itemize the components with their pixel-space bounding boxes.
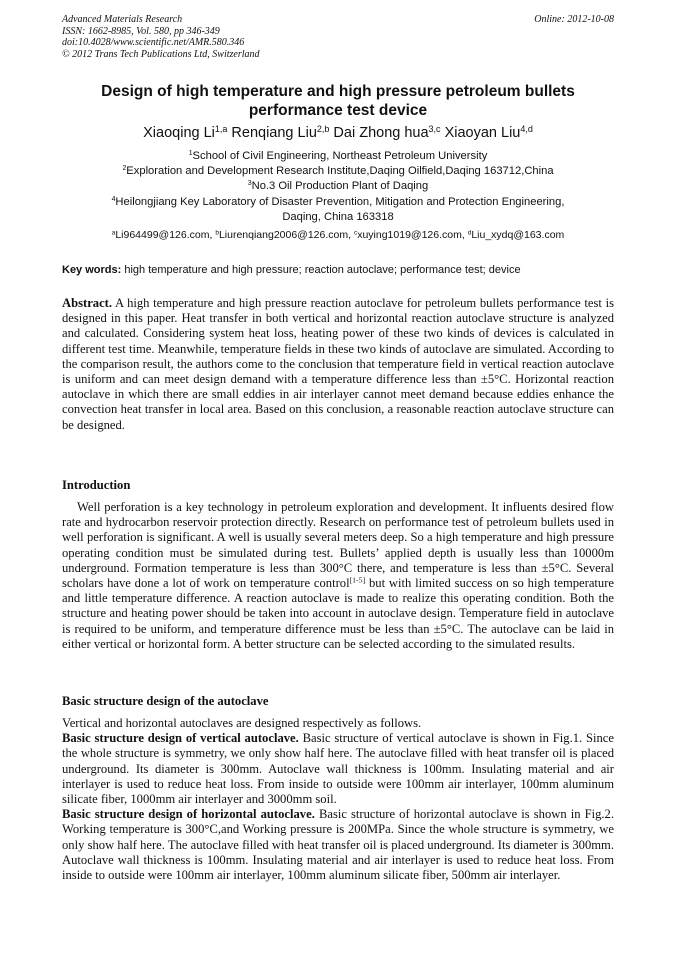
vertical-text: Basic structure of vertical autoclave is shown in Fig.1. Since the whole structure is symmetry, we only show half here. The autoclave filled with heat transfer oil is placed underground. Its diameter is 300mm. Autoclave wall thickness is 100mm. Insulating material and air interlayer is used to reduce heat loss. From inside to outside were 100mm air interlayer, 100mm aluminum silicate fiber, 1000mm air interlayer and 3000mm soil. — [62, 731, 614, 807]
paper-title — [62, 82, 614, 120]
author-name: Xiaoqing Li — [143, 125, 215, 141]
affiliation-text: School of Civil Engineering, Northeast Petroleum University — [192, 150, 488, 162]
horizontal-label: Basic structure design of horizontal autoclave. — [62, 807, 315, 822]
structure-intro: Vertical and horizontal autoclaves are designed respectively as follows. — [62, 716, 422, 730]
introduction-paragraph — [62, 500, 614, 652]
affiliation-text: Exploration and Development Research Institute,Daqing Oilfield,Daqing 163712,China — [126, 165, 554, 178]
abstract — [62, 296, 614, 433]
citation: [1-5] — [349, 575, 366, 585]
abstract-label: Abstract. — [62, 296, 113, 310]
intro-text-part-1: Well perforation is a key technology in petroleum exploration and development. It influents desired flow rate and hydrocarbon reservoir protection directly. Research on performance test of petroleum bullets used in well perforation is significant. A well is usually several meters deep. So a high temperature and high pressure operating condition must be simulated during test. Bullets’ applied depth is usually less than 10000m underground. Formation temperature is less than 300°C there, and temperature is less than ±5°C. Several scholars have done a lot of work on temperature control — [62, 500, 614, 591]
vertical-paragraph — [62, 731, 614, 807]
keywords-text: high temperature and high pressure; reaction autoclave; performance test; device — [121, 264, 521, 276]
affiliation-text: Heilongjiang Key Laboratory of Disaster Prevention, Mitigation and Protection Engineering, — [115, 195, 565, 208]
author-name: Dai Zhong hua — [333, 125, 429, 141]
basic-structure-section — [62, 716, 614, 883]
section-heading-introduction: Introduction — [62, 478, 131, 492]
affiliation-sup: 4 — [111, 195, 116, 203]
online-date: Online: 2012-10-08 — [534, 14, 614, 25]
affiliation-list — [62, 149, 614, 225]
title-line-2: performance test device — [248, 102, 428, 119]
affiliation-sup: 3 — [247, 180, 252, 188]
intro-text-part-2: but with limited success on so high temperature and little temperature difference. A reaction autoclave is made to realize this operating condition. Both the structure and heating power should be taken into account in autoclave design. Temperature field in autoclave is required to be uniform, and temperature difference must be less than ±5°C. The autoclave can be laid in either vertical or horizontal form. A better structure can be selected according to the simulated results. — [62, 576, 614, 651]
email: Liurenqiang2006@126.com, — [218, 229, 352, 241]
affiliation — [62, 149, 614, 164]
email-sup: d — [467, 229, 472, 237]
affiliation — [62, 195, 614, 210]
affiliation-sup: 1 — [188, 150, 193, 158]
author-sup: 2,b — [316, 124, 330, 135]
journal-header — [62, 14, 260, 60]
keywords-label: Key words: — [62, 264, 122, 276]
email: Li964499@126.com, — [115, 229, 213, 241]
author-sup: 3,c — [428, 124, 441, 135]
affiliation-text: No.3 Oil Production Plant of Daqing — [251, 180, 429, 193]
email: xuying1019@126.com, — [357, 229, 465, 241]
email-sup: c — [353, 229, 358, 237]
author-list — [62, 124, 614, 142]
horizontal-paragraph — [62, 807, 614, 883]
journal-name: Advanced Materials Research — [62, 14, 183, 25]
copyright-line: © 2012 Trans Tech Publications Ltd, Switzerland — [62, 48, 260, 60]
author-name: Xiaoyan Liu — [444, 125, 521, 141]
keywords — [62, 263, 614, 277]
affiliation-sup: 2 — [122, 165, 127, 173]
author-sup: 4,d — [520, 124, 533, 135]
affiliation — [62, 179, 614, 194]
author-sup: 1,a — [214, 124, 228, 135]
affiliation — [62, 164, 614, 179]
email-sup: a — [111, 229, 116, 237]
vertical-label: Basic structure design of vertical autoclave. — [62, 731, 299, 746]
issn-line: ISSN: 1662-8985, Vol. 580, pp 346-349 — [62, 25, 220, 37]
affiliation-continued: Daqing, China 163318 — [282, 210, 394, 223]
abstract-text: A high temperature and high pressure reaction autoclave for petroleum bullets performance test is designed in this paper. Heat transfer in both vertical and horizontal reaction autoclave structure is analyzed and calculated. Considering system heat loss, heating power of these two kinds of devices is calculated in different test time. Meanwhile, temperature fields in these two kinds of autoclave are simulated. According to the comparison result, the authors come to the conclusion that temperature field in vertical reaction autoclave is uniform and can meet design demand with a temperature difference less than ±5°C. Horizontal reaction autoclave in which there are small eddies in air interlayer cannot meet demand because eddies enhance the convection heat transfer in local area. Based on this conclusion, a reasonable reaction autoclave structure can be designed. — [62, 296, 614, 432]
doi-line: doi:10.4028/www.scientific.net/AMR.580.346 — [62, 37, 245, 49]
email-list — [62, 228, 614, 242]
horizontal-text: Basic structure of horizontal autoclave is shown in Fig.2. Working temperature is 300°C,and Working pressure is 200MPa. Since the whole structure is symmetry, we only show half here. The autoclave filled with heat transfer oil is placed underground. Its diameter is 300mm. Autoclave wall thickness is 100mm. Insulating material and air interlayer is used to reduce heat loss. From inside to outside were 100mm air interlayer, 100mm aluminum silicate fiber, 500mm air interlayer. — [62, 807, 615, 883]
section-heading-basic-structure: Basic structure design of the autoclave — [62, 694, 269, 708]
title-line-1: Design of high temperature and high pressure petroleum bullets — [101, 83, 575, 100]
email: Liu_xydq@163.com — [471, 229, 565, 241]
author-name: Renqiang Liu — [231, 125, 317, 141]
email-sup: b — [215, 229, 219, 237]
